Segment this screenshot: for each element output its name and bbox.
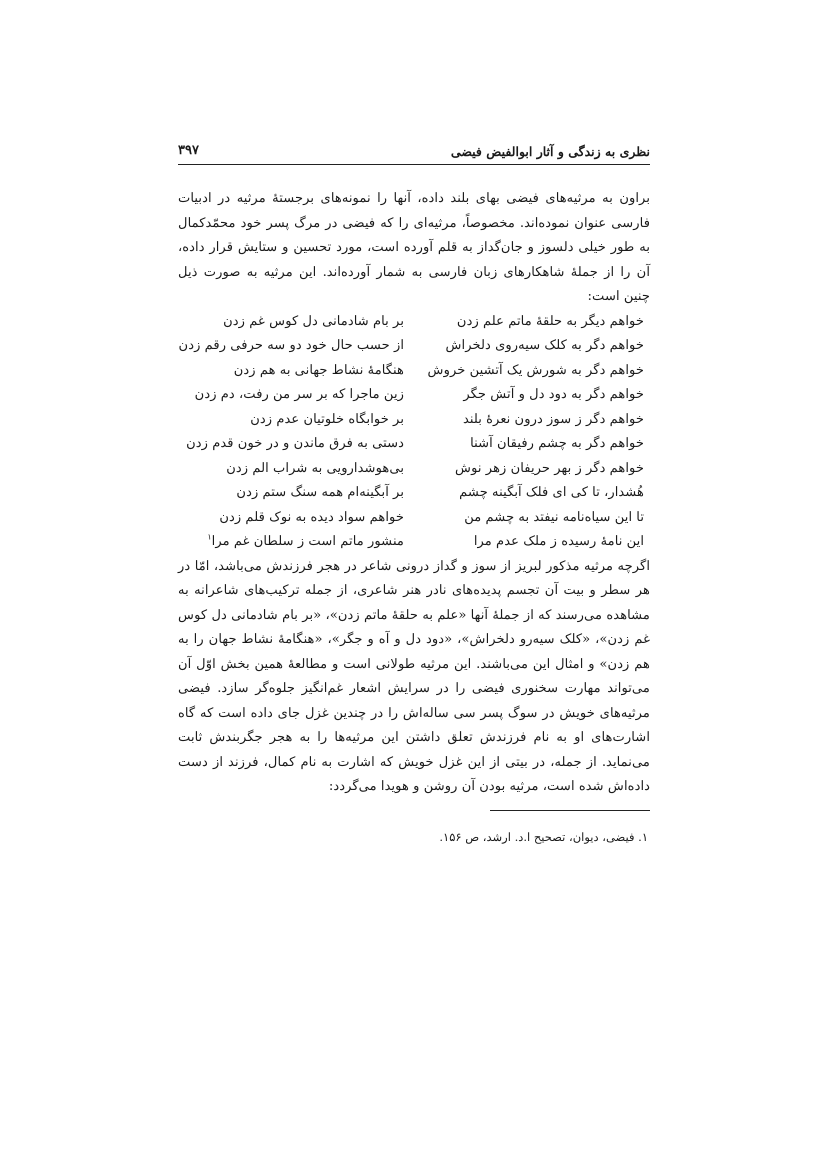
hemistich-left: خواهم سواد دیده به نوک قلم زدن	[219, 509, 404, 525]
verse-line	[178, 506, 650, 531]
verse-line	[178, 457, 650, 482]
hemistich-right: خواهم دگر ز سوز درون نعرهٔ بلند	[463, 411, 644, 427]
verse-line	[178, 481, 650, 506]
running-header	[178, 134, 650, 165]
hemistich-left: بر بام شادمانی دل کوس غم زدن	[223, 313, 404, 329]
hemistich-left-text: منشور ماتم است ز سلطان غم مرا	[211, 534, 404, 549]
verse-line	[178, 334, 650, 359]
hemistich-right: تا این سیاه‌نامه نیفتد به چشم من	[464, 509, 644, 525]
hemistich-left: از حسب حال خود دو سه حرفی رقم زدن	[178, 338, 404, 353]
hemistich-left: هنگامهٔ نشاط جهانی به هم زدن	[233, 362, 404, 378]
verse-line	[178, 310, 650, 335]
verse-line	[178, 408, 650, 433]
hemistich-left: دستی به فرق ماندن و در خون قدم زدن	[186, 436, 404, 451]
footnote: ۱. فیضی، دیوان، تصحیح ا.د. ارشد، ص ۱۵۶.	[439, 829, 648, 844]
analysis-paragraph: اگرچه مرثیه مذکور لبریز از سوز و گداز درونی شاعر در هجر فرزندش می‌باشد، امّا در هر سطر و بیت آن تجسم پدیده‌های نادر هنر شاعری، از جمله ترکیب‌های شاعرانه به مشاهده می‌رسند که از جملهٔ آنها «علم به حلقهٔ ماتم زدن»، «بر بام شادمانی دل کوس غم زدن»، «کلک سیه‌رو دلخراش»، «دود دل و آه و جگر»، «هنگامهٔ نشاط جهان را به هم زدن» و امثال این می‌باشند. این مرثیه طولانی است و مطالعهٔ همین بخش اوّل آن می‌تواند مهارت سخنوری فیضی را در سرایش اشعار غم‌انگیز جلوه‌گر سازد. فیضی مرثیه‌های خویش در سوگ پسر سی ساله‌اش را در چندین غزل جای داده است که گاه اشارت‌های او به نام فرزندش تعلق داشتن این مرثیه‌ها را به هجر جگربندش ثابت می‌نماید. از جمله، در بیتی از این غزل خویش که اشارت به نام کمال، فرزند از دست داده‌اش شده است، مرثیه بودن آن روشن و هویدا می‌گردد:	[178, 558, 650, 794]
verse-line	[178, 383, 650, 408]
hemistich-right: این نامهٔ رسیده ز ملک عدم مرا	[473, 534, 644, 549]
verse-line	[178, 432, 650, 457]
elegy-poem	[178, 310, 650, 555]
verse-line	[178, 530, 650, 555]
hemistich-right: خواهم دگر به چشم رفیقان آشنا	[470, 436, 644, 451]
hemistich-right: خواهم دیگر به حلقهٔ ماتم علم زدن	[456, 313, 644, 329]
page-number: ۳۹۷	[178, 143, 199, 158]
running-title: نظری به زندگی و آثار ابوالفیض فیضی	[450, 144, 650, 159]
hemistich-right: هُشدار، تا کی ای فلک آبگینه چشم	[459, 485, 644, 500]
hemistich-left: بر آبگینه‌ام همه سنگ ستم زدن	[236, 485, 404, 500]
hemistich-left	[178, 530, 404, 555]
hemistich-left: بی‌هوشدارویی به شراب الم زدن	[226, 460, 404, 476]
hemistich-right: خواهم دگر به دود دل و آتش جگر	[463, 387, 644, 402]
book-page	[178, 134, 650, 847]
hemistich-right: خواهم دگر ز بهر حریفان زهر نوش	[455, 460, 644, 476]
footnote-divider	[490, 810, 650, 811]
intro-paragraph: براون به مرثیه‌های فیضی بهای بلند داده، آنها را نمونه‌های برجستهٔ مرثیه در ادبیات فارسی عنوان نموده‌اند. مخصوصاً، مرثیه‌ای را که فیضی در مرگ پسر خود محمّدکمال به طور خیلی دلسوز و جان‌گداز به قلم آورده است، مورد تحسین و ستایش قرار داده، آن را از جملهٔ شاهکارهای زبان فارسی به شمار آورده‌اند. این مرثیه به صورت ذیل چنین است:	[178, 191, 650, 304]
hemistich-left: زین ماجرا که بر سر من رفت، دم زدن	[194, 387, 404, 402]
verse-line	[178, 359, 650, 384]
hemistich-right: خواهم دگر به شورش یک آتشین خروش	[427, 362, 644, 378]
hemistich-right: خواهم دگر به کلک سیه‌روی دلخراش	[445, 338, 644, 353]
hemistich-left: بر خوابگاه خلوتیان عدم زدن	[250, 411, 404, 427]
footnote-marker[interactable]: ۱	[207, 532, 212, 542]
